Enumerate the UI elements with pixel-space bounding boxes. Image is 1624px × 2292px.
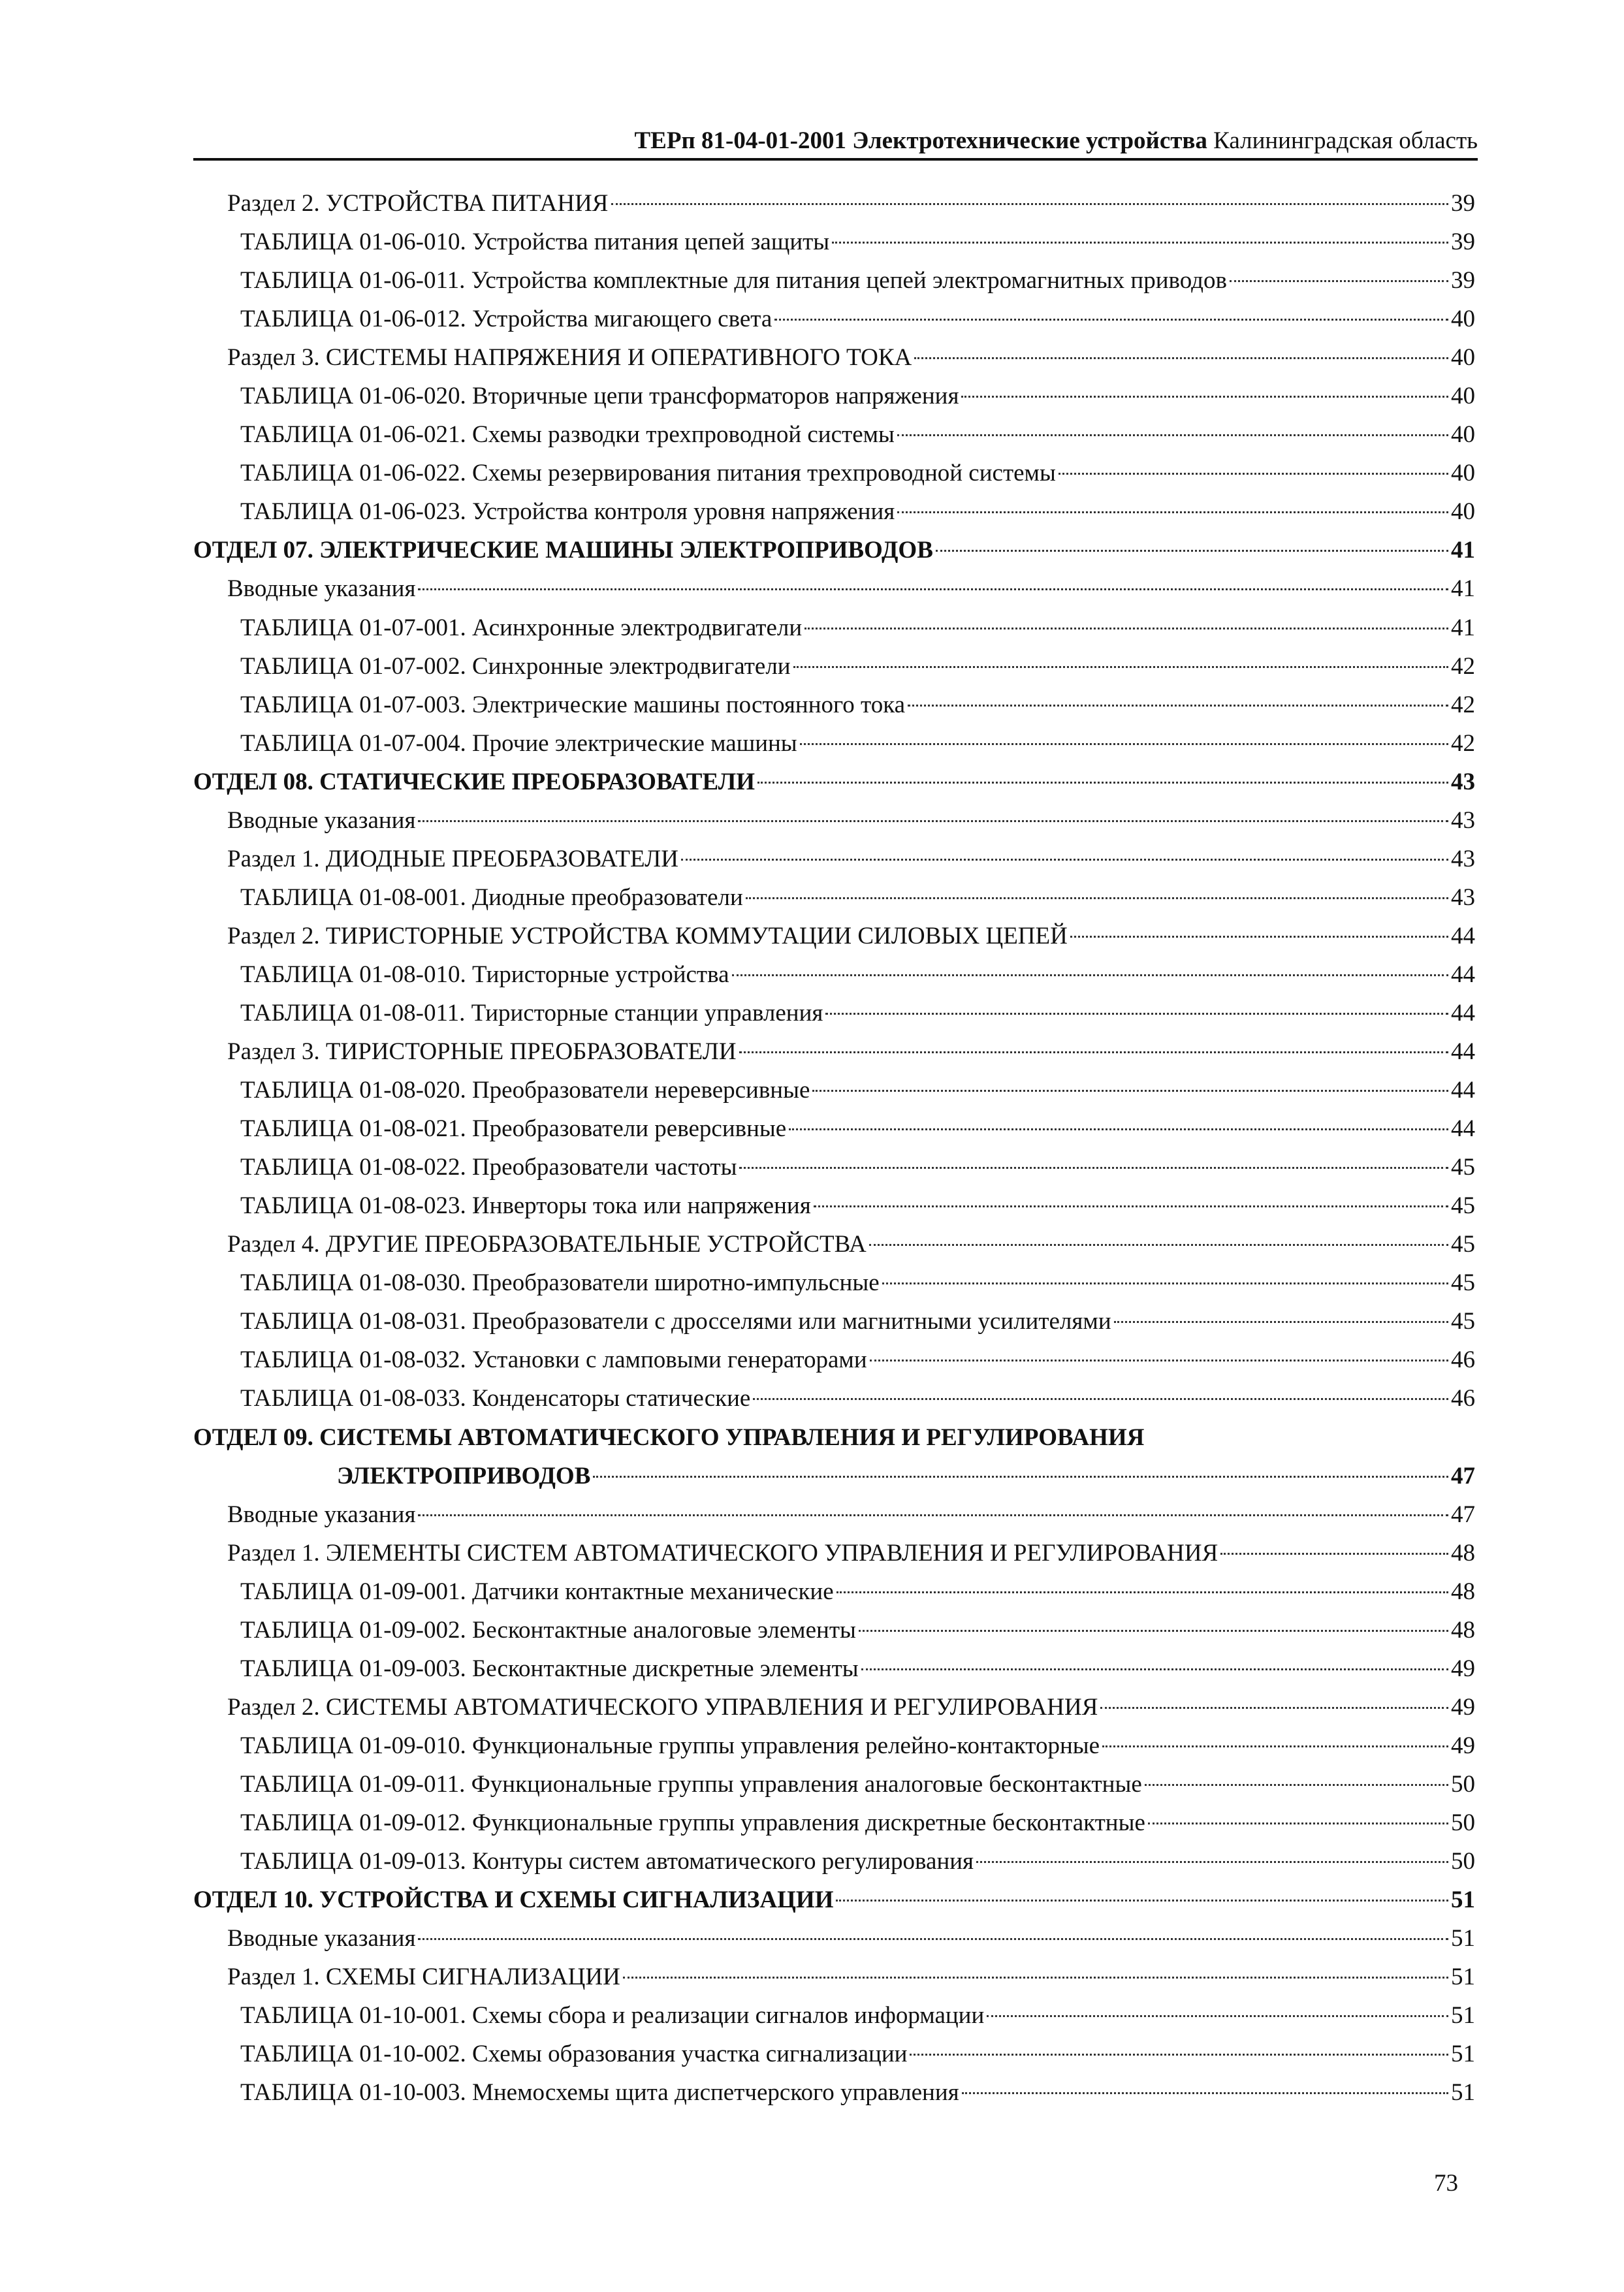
toc-entry-page: 44 [1451, 999, 1475, 1027]
toc-table[interactable] [193, 647, 1475, 686]
toc-entry-label: ТАБЛИЦА 01-07-001. Асинхронные электродвигатели [240, 614, 803, 641]
dot-leader [914, 357, 1448, 359]
toc-entry-label: ТАБЛИЦА 01-08-031. Преобразователи с дросселями или магнитными усилителями [240, 1308, 1111, 1335]
toc-entry-page: 45 [1451, 1192, 1475, 1220]
dot-leader [897, 434, 1448, 436]
toc-department[interactable] [193, 531, 1475, 569]
toc-entry-label: ТАБЛИЦА 01-09-011. Функциональные группы управления аналоговые бесконтактные [240, 1770, 1142, 1798]
toc-table[interactable] [193, 1996, 1475, 2035]
toc-table[interactable] [193, 1186, 1475, 1225]
dot-leader [800, 743, 1448, 745]
header-document-code: ТЕРп 81-04-01-2001 Электротехнические устройства [634, 127, 1207, 154]
toc-entry-page: 43 [1451, 768, 1475, 795]
dot-leader [753, 1398, 1448, 1400]
toc-section[interactable] [193, 1225, 1475, 1264]
toc-table[interactable] [193, 955, 1475, 994]
running-header [193, 124, 1478, 161]
toc-entry-label: ТАБЛИЦА 01-06-020. Вторичные цепи трансформаторов напряжения [240, 383, 959, 410]
toc-entry-label: ТАБЛИЦА 01-10-001. Схемы сбора и реализации сигналов информации [240, 2002, 985, 2029]
dot-leader [870, 1360, 1448, 1361]
toc-entry-page: 46 [1451, 1385, 1475, 1412]
toc-table[interactable] [193, 2035, 1475, 2073]
toc-entry-page: 45 [1451, 1308, 1475, 1335]
toc-department[interactable] [193, 1881, 1475, 1919]
toc-department[interactable] [193, 1418, 1475, 1457]
dot-leader [593, 1476, 1448, 1478]
toc-table[interactable] [193, 492, 1475, 531]
toc-entry-label: ТАБЛИЦА 01-09-001. Датчики контактные механические [240, 1578, 834, 1605]
toc-entry-label: Раздел 2. ТИРИСТОРНЫЕ УСТРОЙСТВА КОММУТАЦИИ СИЛОВЫХ ЦЕПЕЙ [227, 922, 1068, 949]
toc-entry-label: Вводные указания [227, 1501, 416, 1528]
toc-table[interactable] [193, 878, 1475, 917]
toc-entry-page: 42 [1451, 691, 1475, 718]
toc-entry-label: ОТДЕЛ 08. СТАТИЧЕСКИЕ ПРЕОБРАЗОВАТЕЛИ [193, 768, 755, 795]
toc-entry-label: ТАБЛИЦА 01-08-032. Установки с ламповыми генераторами [240, 1346, 867, 1374]
dot-leader [623, 1977, 1448, 1979]
dot-leader [739, 1051, 1448, 1053]
toc-entry-page: 39 [1451, 229, 1475, 256]
dot-leader [757, 782, 1448, 784]
dot-leader [882, 1282, 1448, 1284]
toc-table[interactable] [193, 1727, 1475, 1765]
toc-section[interactable] [193, 1919, 1475, 1958]
toc-section[interactable] [193, 801, 1475, 840]
toc-section[interactable] [193, 1032, 1475, 1071]
dot-leader [1102, 1745, 1448, 1747]
toc-entry-page: 47 [1451, 1501, 1475, 1528]
toc-entry-label: Раздел 4. ДРУГИЕ ПРЕОБРАЗОВАТЕЛЬНЫЕ УСТРОЙСТВА [227, 1231, 867, 1258]
toc-entry-label: ТАБЛИЦА 01-07-004. Прочие электрические машины [240, 729, 797, 757]
toc-entry-page: 45 [1451, 1269, 1475, 1297]
toc-entry-page: 40 [1451, 344, 1475, 372]
toc-entry-page: 40 [1451, 383, 1475, 410]
toc-entry-label: ТАБЛИЦА 01-10-002. Схемы образования участка сигнализации [240, 2041, 908, 2068]
toc-section[interactable] [193, 184, 1475, 223]
dot-leader [739, 1167, 1448, 1169]
toc-entry-page: 47 [1451, 1462, 1475, 1489]
toc-entry-page: 51 [1451, 1886, 1475, 1914]
toc-table[interactable] [193, 300, 1475, 338]
toc-table[interactable] [193, 223, 1475, 261]
toc-entry-label: ЭЛЕКТРОПРИВОДОВ [337, 1462, 591, 1489]
toc-entry-label: Раздел 2. УСТРОЙСТВА ПИТАНИЯ [227, 190, 609, 217]
page-number: 73 [1434, 2170, 1458, 2197]
toc-section[interactable] [193, 569, 1475, 608]
toc-entry-page: 51 [1451, 2041, 1475, 2068]
toc-section[interactable] [193, 1958, 1475, 1996]
toc-table[interactable] [193, 415, 1475, 454]
toc-entry-page: 49 [1451, 1655, 1475, 1682]
dot-leader [418, 820, 1448, 822]
dot-leader [793, 666, 1448, 668]
toc-table[interactable] [193, 1071, 1475, 1109]
toc-department-continued[interactable] [193, 1457, 1475, 1495]
toc-entry-label: ОТДЕЛ 07. ЭЛЕКТРИЧЕСКИЕ МАШИНЫ ЭЛЕКТРОПРИВОДОВ [193, 537, 933, 564]
toc-entry-page: 50 [1451, 1848, 1475, 1875]
dot-leader [832, 242, 1448, 244]
toc-entry-page: 42 [1451, 652, 1475, 680]
dot-leader [1114, 1321, 1448, 1323]
toc-entry-page: 48 [1451, 1539, 1475, 1567]
dot-leader [611, 203, 1449, 205]
toc-entry-label: ТАБЛИЦА 01-10-003. Мнемосхемы щита диспетчерского управления [240, 2079, 959, 2107]
toc-entry-page: 44 [1451, 1115, 1475, 1143]
table-of-contents [193, 184, 1475, 2112]
dot-leader [814, 1205, 1448, 1207]
toc-entry-page: 51 [1451, 2002, 1475, 2029]
toc-entry-page: 41 [1451, 537, 1475, 564]
dot-leader [774, 319, 1448, 321]
dot-leader [910, 2054, 1448, 2056]
toc-entry-label: Раздел 1. СХЕМЫ СИГНАЛИЗАЦИИ [227, 1964, 620, 1991]
toc-table[interactable] [193, 686, 1475, 724]
toc-entry-page: 40 [1451, 306, 1475, 333]
toc-entry-page: 49 [1451, 1693, 1475, 1721]
toc-table[interactable] [193, 724, 1475, 763]
toc-entry-page: 40 [1451, 421, 1475, 449]
toc-entry-label: Вводные указания [227, 806, 416, 834]
toc-table[interactable] [193, 1148, 1475, 1186]
toc-entry-label: ТАБЛИЦА 01-08-030. Преобразователи широтно-импульсные [240, 1269, 880, 1297]
toc-table[interactable] [193, 1264, 1475, 1302]
toc-entry-page: 41 [1451, 575, 1475, 603]
toc-entry-page: 43 [1451, 806, 1475, 834]
dot-leader [804, 628, 1448, 629]
toc-entry-label: ТАБЛИЦА 01-09-003. Бесконтактные дискретные элементы [240, 1655, 859, 1682]
dot-leader [812, 1090, 1448, 1092]
toc-entry-page: 48 [1451, 1616, 1475, 1644]
dot-leader [1059, 473, 1448, 475]
dot-leader [681, 859, 1448, 861]
toc-table[interactable] [193, 1109, 1475, 1148]
toc-table[interactable] [193, 1842, 1475, 1881]
toc-entry-label: ТАБЛИЦА 01-06-012. Устройства мигающего света [240, 306, 772, 333]
toc-entry-label: ТАБЛИЦА 01-08-001. Диодные преобразователи [240, 883, 743, 911]
toc-table[interactable] [193, 454, 1475, 492]
toc-entry-page: 51 [1451, 2079, 1475, 2107]
toc-entry-label: ТАБЛИЦА 01-07-002. Синхронные электродвигатели [240, 652, 791, 680]
toc-entry-page: 43 [1451, 845, 1475, 872]
toc-entry-label: ОТДЕЛ 09. СИСТЕМЫ АВТОМАТИЧЕСКОГО УПРАВЛЕНИЯ И РЕГУЛИРОВАНИЯ [193, 1424, 1145, 1451]
toc-entry-label: ТАБЛИЦА 01-09-002. Бесконтактные аналоговые элементы [240, 1616, 856, 1644]
dot-leader [1230, 280, 1448, 282]
toc-entry-page: 45 [1451, 1231, 1475, 1258]
toc-table[interactable] [193, 994, 1475, 1032]
toc-entry-page: 42 [1451, 729, 1475, 757]
toc-entry-label: ТАБЛИЦА 01-09-013. Контуры систем автоматического регулирования [240, 1848, 974, 1875]
toc-entry-label: ТАБЛИЦА 01-08-033. Конденсаторы статические [240, 1385, 751, 1412]
toc-entry-label: ТАБЛИЦА 01-09-010. Функциональные группы управления релейно-контакторные [240, 1732, 1100, 1759]
toc-entry-label: ТАБЛИЦА 01-09-012. Функциональные группы управления дискретные бесконтактные [240, 1809, 1145, 1836]
dot-leader [1220, 1553, 1448, 1555]
toc-entry-page: 40 [1451, 498, 1475, 526]
toc-entry-page: 44 [1451, 961, 1475, 988]
toc-entry-page: 44 [1451, 1077, 1475, 1104]
dot-leader [825, 1013, 1448, 1015]
dot-leader [962, 2092, 1448, 2094]
toc-entry-page: 48 [1451, 1578, 1475, 1605]
toc-section[interactable] [193, 917, 1475, 955]
toc-entry-page: 39 [1451, 267, 1475, 294]
toc-table[interactable] [193, 1302, 1475, 1341]
toc-entry-label: ТАБЛИЦА 01-08-020. Преобразователи нереверсивные [240, 1077, 810, 1104]
dot-leader [418, 1938, 1448, 1940]
toc-table[interactable] [193, 1765, 1475, 1804]
toc-section[interactable] [193, 840, 1475, 878]
toc-entry-label: ТАБЛИЦА 01-08-023. Инверторы тока или напряжения [240, 1192, 811, 1220]
toc-table[interactable] [193, 1341, 1475, 1379]
dot-leader [861, 1668, 1448, 1670]
dot-leader [1070, 936, 1448, 938]
toc-entry-label: Раздел 3. ТИРИСТОРНЫЕ ПРЕОБРАЗОВАТЕЛИ [227, 1038, 737, 1066]
toc-entry-page: 44 [1451, 1038, 1475, 1066]
toc-section[interactable] [193, 1495, 1475, 1534]
toc-table[interactable] [193, 1379, 1475, 1418]
dot-leader [1100, 1707, 1448, 1709]
toc-table[interactable] [193, 377, 1475, 415]
toc-entry-page: 41 [1451, 614, 1475, 641]
dot-leader [1148, 1822, 1448, 1824]
toc-entry-label: Вводные указания [227, 1925, 416, 1952]
dot-leader [1145, 1784, 1448, 1786]
toc-entry-page: 49 [1451, 1732, 1475, 1759]
dot-leader [936, 550, 1448, 552]
toc-table[interactable] [193, 261, 1475, 300]
toc-section[interactable] [193, 1534, 1475, 1572]
dot-leader [961, 396, 1448, 398]
dot-leader [836, 1900, 1448, 1902]
toc-table[interactable] [193, 609, 1475, 647]
toc-entry-label: ТАБЛИЦА 01-08-022. Преобразователи частоты [240, 1154, 737, 1181]
toc-entry-page: 44 [1451, 922, 1475, 949]
dot-leader [789, 1128, 1448, 1130]
dot-leader [746, 897, 1448, 899]
toc-entry-label: ТАБЛИЦА 01-08-011. Тиристорные станции управления [240, 999, 823, 1027]
toc-table[interactable] [193, 2073, 1475, 2112]
toc-entry-label: ТАБЛИЦА 01-08-021. Преобразователи реверсивные [240, 1115, 787, 1143]
dot-leader [859, 1630, 1448, 1632]
toc-section[interactable] [193, 338, 1475, 377]
toc-table[interactable] [193, 1572, 1475, 1611]
toc-entry-page: 51 [1451, 1964, 1475, 1991]
dot-leader [418, 588, 1448, 590]
toc-entry-page: 46 [1451, 1346, 1475, 1374]
toc-entry-label: ТАБЛИЦА 01-06-011. Устройства комплектные для питания цепей электромагнитных приводов [240, 267, 1227, 294]
toc-entry-label: ТАБЛИЦА 01-06-022. Схемы резервирования питания трехпроводной системы [240, 460, 1056, 487]
header-region: Калининградская область [1213, 127, 1478, 154]
toc-entry-label: ОТДЕЛ 10. УСТРОЙСТВА И СХЕМЫ СИГНАЛИЗАЦИИ [193, 1886, 834, 1914]
toc-table[interactable] [193, 1804, 1475, 1842]
toc-entry-label: ТАБЛИЦА 01-06-023. Устройства контроля уровня напряжения [240, 498, 895, 526]
dot-leader [897, 511, 1448, 513]
toc-entry-label: Раздел 2. СИСТЕМЫ АВТОМАТИЧЕСКОГО УПРАВЛЕНИЯ И РЕГУЛИРОВАНИЯ [227, 1693, 1098, 1721]
toc-entry-page: 45 [1451, 1154, 1475, 1181]
toc-entry-page: 50 [1451, 1809, 1475, 1836]
toc-entry-label: ТАБЛИЦА 01-06-010. Устройства питания цепей защиты [240, 229, 830, 256]
toc-entry-page: 40 [1451, 460, 1475, 487]
toc-entry-page: 39 [1451, 190, 1475, 217]
dot-leader [732, 974, 1448, 976]
toc-table[interactable] [193, 1611, 1475, 1649]
toc-entry-label: ТАБЛИЦА 01-06-021. Схемы разводки трехпроводной системы [240, 421, 895, 449]
toc-entry-label: ТАБЛИЦА 01-08-010. Тиристорные устройства [240, 961, 729, 988]
toc-entry-page: 51 [1451, 1925, 1475, 1952]
dot-leader [836, 1591, 1448, 1593]
toc-entry-label: ТАБЛИЦА 01-07-003. Электрические машины постоянного тока [240, 691, 906, 718]
dot-leader [869, 1244, 1448, 1246]
toc-table[interactable] [193, 1649, 1475, 1688]
dot-leader [987, 2015, 1448, 2017]
dot-leader [418, 1514, 1448, 1516]
toc-section[interactable] [193, 1688, 1475, 1727]
dot-leader [976, 1861, 1448, 1863]
toc-entry-label: Раздел 3. СИСТЕМЫ НАПРЯЖЕНИЯ И ОПЕРАТИВНОГО ТОКА [227, 344, 912, 372]
toc-entry-page: 43 [1451, 883, 1475, 911]
dot-leader [908, 705, 1448, 707]
toc-entry-label: Вводные указания [227, 575, 416, 603]
toc-entry-label: Раздел 1. ДИОДНЫЕ ПРЕОБРАЗОВАТЕЛИ [227, 845, 678, 872]
toc-entry-page: 50 [1451, 1770, 1475, 1798]
toc-department[interactable] [193, 763, 1475, 801]
toc-entry-label: Раздел 1. ЭЛЕМЕНТЫ СИСТЕМ АВТОМАТИЧЕСКОГО УПРАВЛЕНИЯ И РЕГУЛИРОВАНИЯ [227, 1539, 1218, 1567]
